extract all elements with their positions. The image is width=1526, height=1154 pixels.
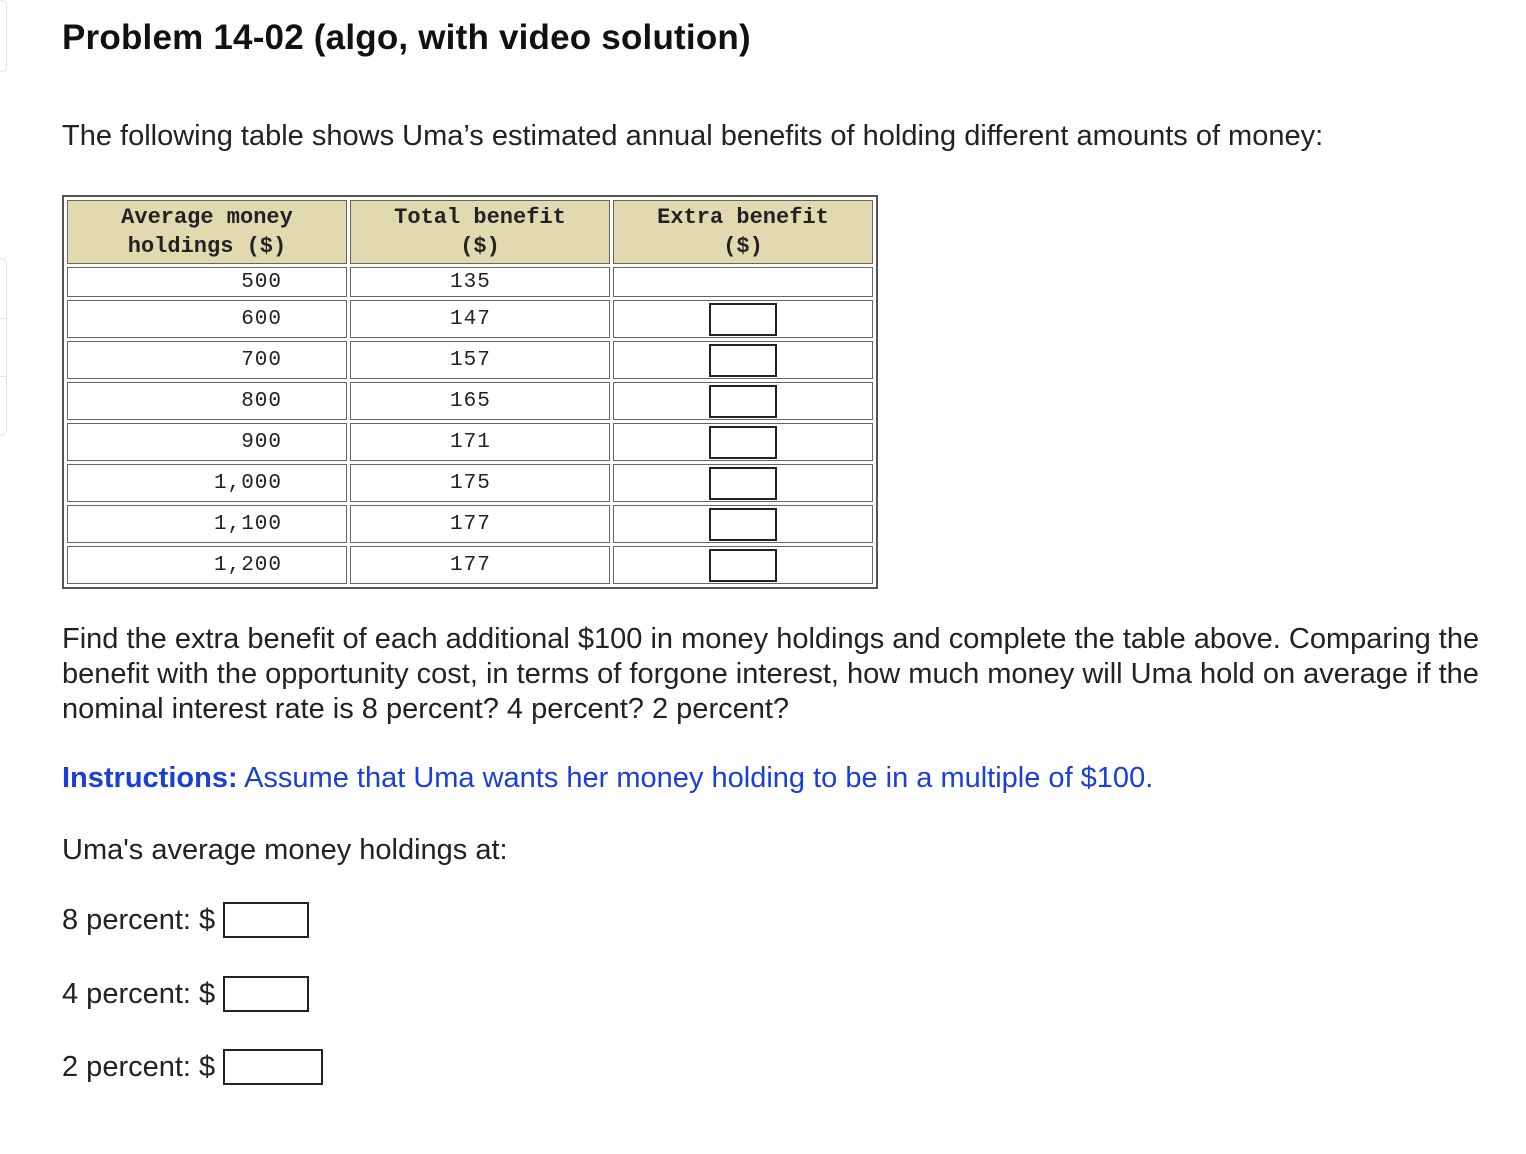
total-cell: 157 [350,341,610,379]
answer-input-4-percent[interactable] [223,976,309,1012]
total-cell: 177 [350,505,610,543]
avg-cell: 1,000 [67,464,347,502]
instructions-text: Assume that Uma wants her money holding to be in a multiple of $100. [237,762,1154,794]
instructions-label: Instructions: [62,762,238,794]
table-row [67,546,873,584]
header-total-benefit: Total benefit ($) [350,200,610,264]
left-edge-tab [0,0,7,72]
extra-benefit-input[interactable] [709,385,777,418]
extra-cell [613,505,873,543]
header-average-money: Average money holdings ($) [67,200,347,264]
holdings-label: Uma's average money holdings at: [62,834,508,866]
table-row [67,505,873,543]
answer-label-2-percent: 2 percent: $ [62,1050,216,1083]
answer-row-8-percent [62,902,309,938]
left-edge-divider [0,318,6,319]
table-row [67,341,873,379]
extra-cell [613,423,873,461]
extra-cell [613,382,873,420]
extra-benefit-input[interactable] [709,549,777,582]
answer-label-8-percent: 8 percent: $ [62,903,216,936]
answer-input-8-percent[interactable] [223,902,309,938]
avg-cell: 700 [67,341,347,379]
answer-row-2-percent [62,1049,323,1085]
extra-cell [613,341,873,379]
avg-cell: 1,100 [67,505,347,543]
table-row [67,423,873,461]
answer-row-4-percent [62,976,309,1012]
total-cell: 175 [350,464,610,502]
avg-cell: 900 [67,423,347,461]
extra-cell [613,300,873,338]
extra-cell [613,546,873,584]
extra-benefit-input[interactable] [709,303,777,336]
extra-benefit-input[interactable] [709,426,777,459]
extra-cell-empty [613,267,873,297]
extra-benefit-input[interactable] [709,508,777,541]
total-cell: 165 [350,382,610,420]
table-row [67,464,873,502]
page-title: Problem 14-02 (algo, with video solution) [62,18,751,57]
extra-benefit-input[interactable] [709,467,777,500]
total-cell: 147 [350,300,610,338]
extra-benefit-input[interactable] [709,344,777,377]
avg-cell: 800 [67,382,347,420]
total-cell: 135 [350,267,610,297]
table-header-row [67,200,873,264]
avg-cell: 1,200 [67,546,347,584]
table-row [67,382,873,420]
avg-cell: 500 [67,267,347,297]
avg-cell: 600 [67,300,347,338]
total-cell: 171 [350,423,610,461]
header-extra-benefit: Extra benefit ($) [613,200,873,264]
table-row [67,300,873,338]
left-edge-divider [0,376,6,377]
instructions [62,762,1153,795]
total-cell: 177 [350,546,610,584]
intro-text: The following table shows Uma’s estimated annual benefits of holding different amounts of money: [62,120,1324,152]
extra-cell [613,464,873,502]
question-paragraph: Find the extra benefit of each additional $100 in money holdings and complete the table above. Comparing the benefit with the opportunity cost, in terms of forgone interest, how much money will Uma hold on average if the nominal interest rate is 8 percent? 4 percent? 2 percent? [62,623,1480,725]
benefits-table [62,195,878,589]
table-row [67,267,873,297]
left-edge-tab [0,258,7,436]
answer-input-2-percent[interactable] [223,1049,323,1085]
answer-label-4-percent: 4 percent: $ [62,977,216,1010]
